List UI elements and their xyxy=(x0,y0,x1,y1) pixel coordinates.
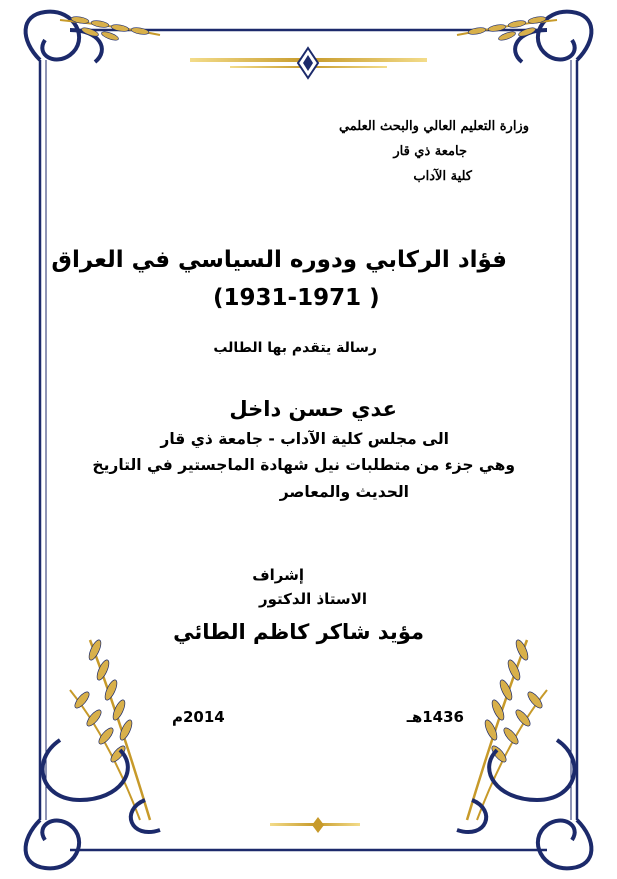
ministry-name: وزارة التعليم العالي والبحث العلمي xyxy=(338,119,529,134)
submission-line-2: وهي جزء من متطلبات نيل شهادة الماجستير في التاريخ xyxy=(92,456,515,474)
student-name: عدي حسن داخل xyxy=(229,397,397,421)
university-name: جامعة ذي قار xyxy=(393,144,467,159)
bottom-ornament xyxy=(270,817,360,833)
thesis-period: (1931-1971 ) xyxy=(213,285,380,311)
top-ornament xyxy=(190,48,427,78)
bottom-right-swirl xyxy=(457,740,574,832)
gregorian-year: 2014م xyxy=(172,708,225,726)
submission-intro: رسالة يتقدم بها الطالب xyxy=(213,340,377,356)
hijri-year: 1436هـ xyxy=(406,708,464,726)
submission-line-3: الحديث والمعاصر xyxy=(279,483,409,501)
supervisor-name: مؤيد شاكر كاظم الطائي xyxy=(173,620,424,644)
college-name: كلية الآداب xyxy=(413,169,472,184)
submission-line-1: الى مجلس كلية الآداب - جامعة ذي قار xyxy=(160,430,449,448)
bottom-left-swirl xyxy=(43,740,160,832)
supervision-label: إشراف xyxy=(252,566,304,584)
thesis-title: فؤاد الركابي ودوره السياسي في العراق xyxy=(51,247,507,273)
supervisor-rank: الاستاذ الدكتور xyxy=(258,590,367,608)
